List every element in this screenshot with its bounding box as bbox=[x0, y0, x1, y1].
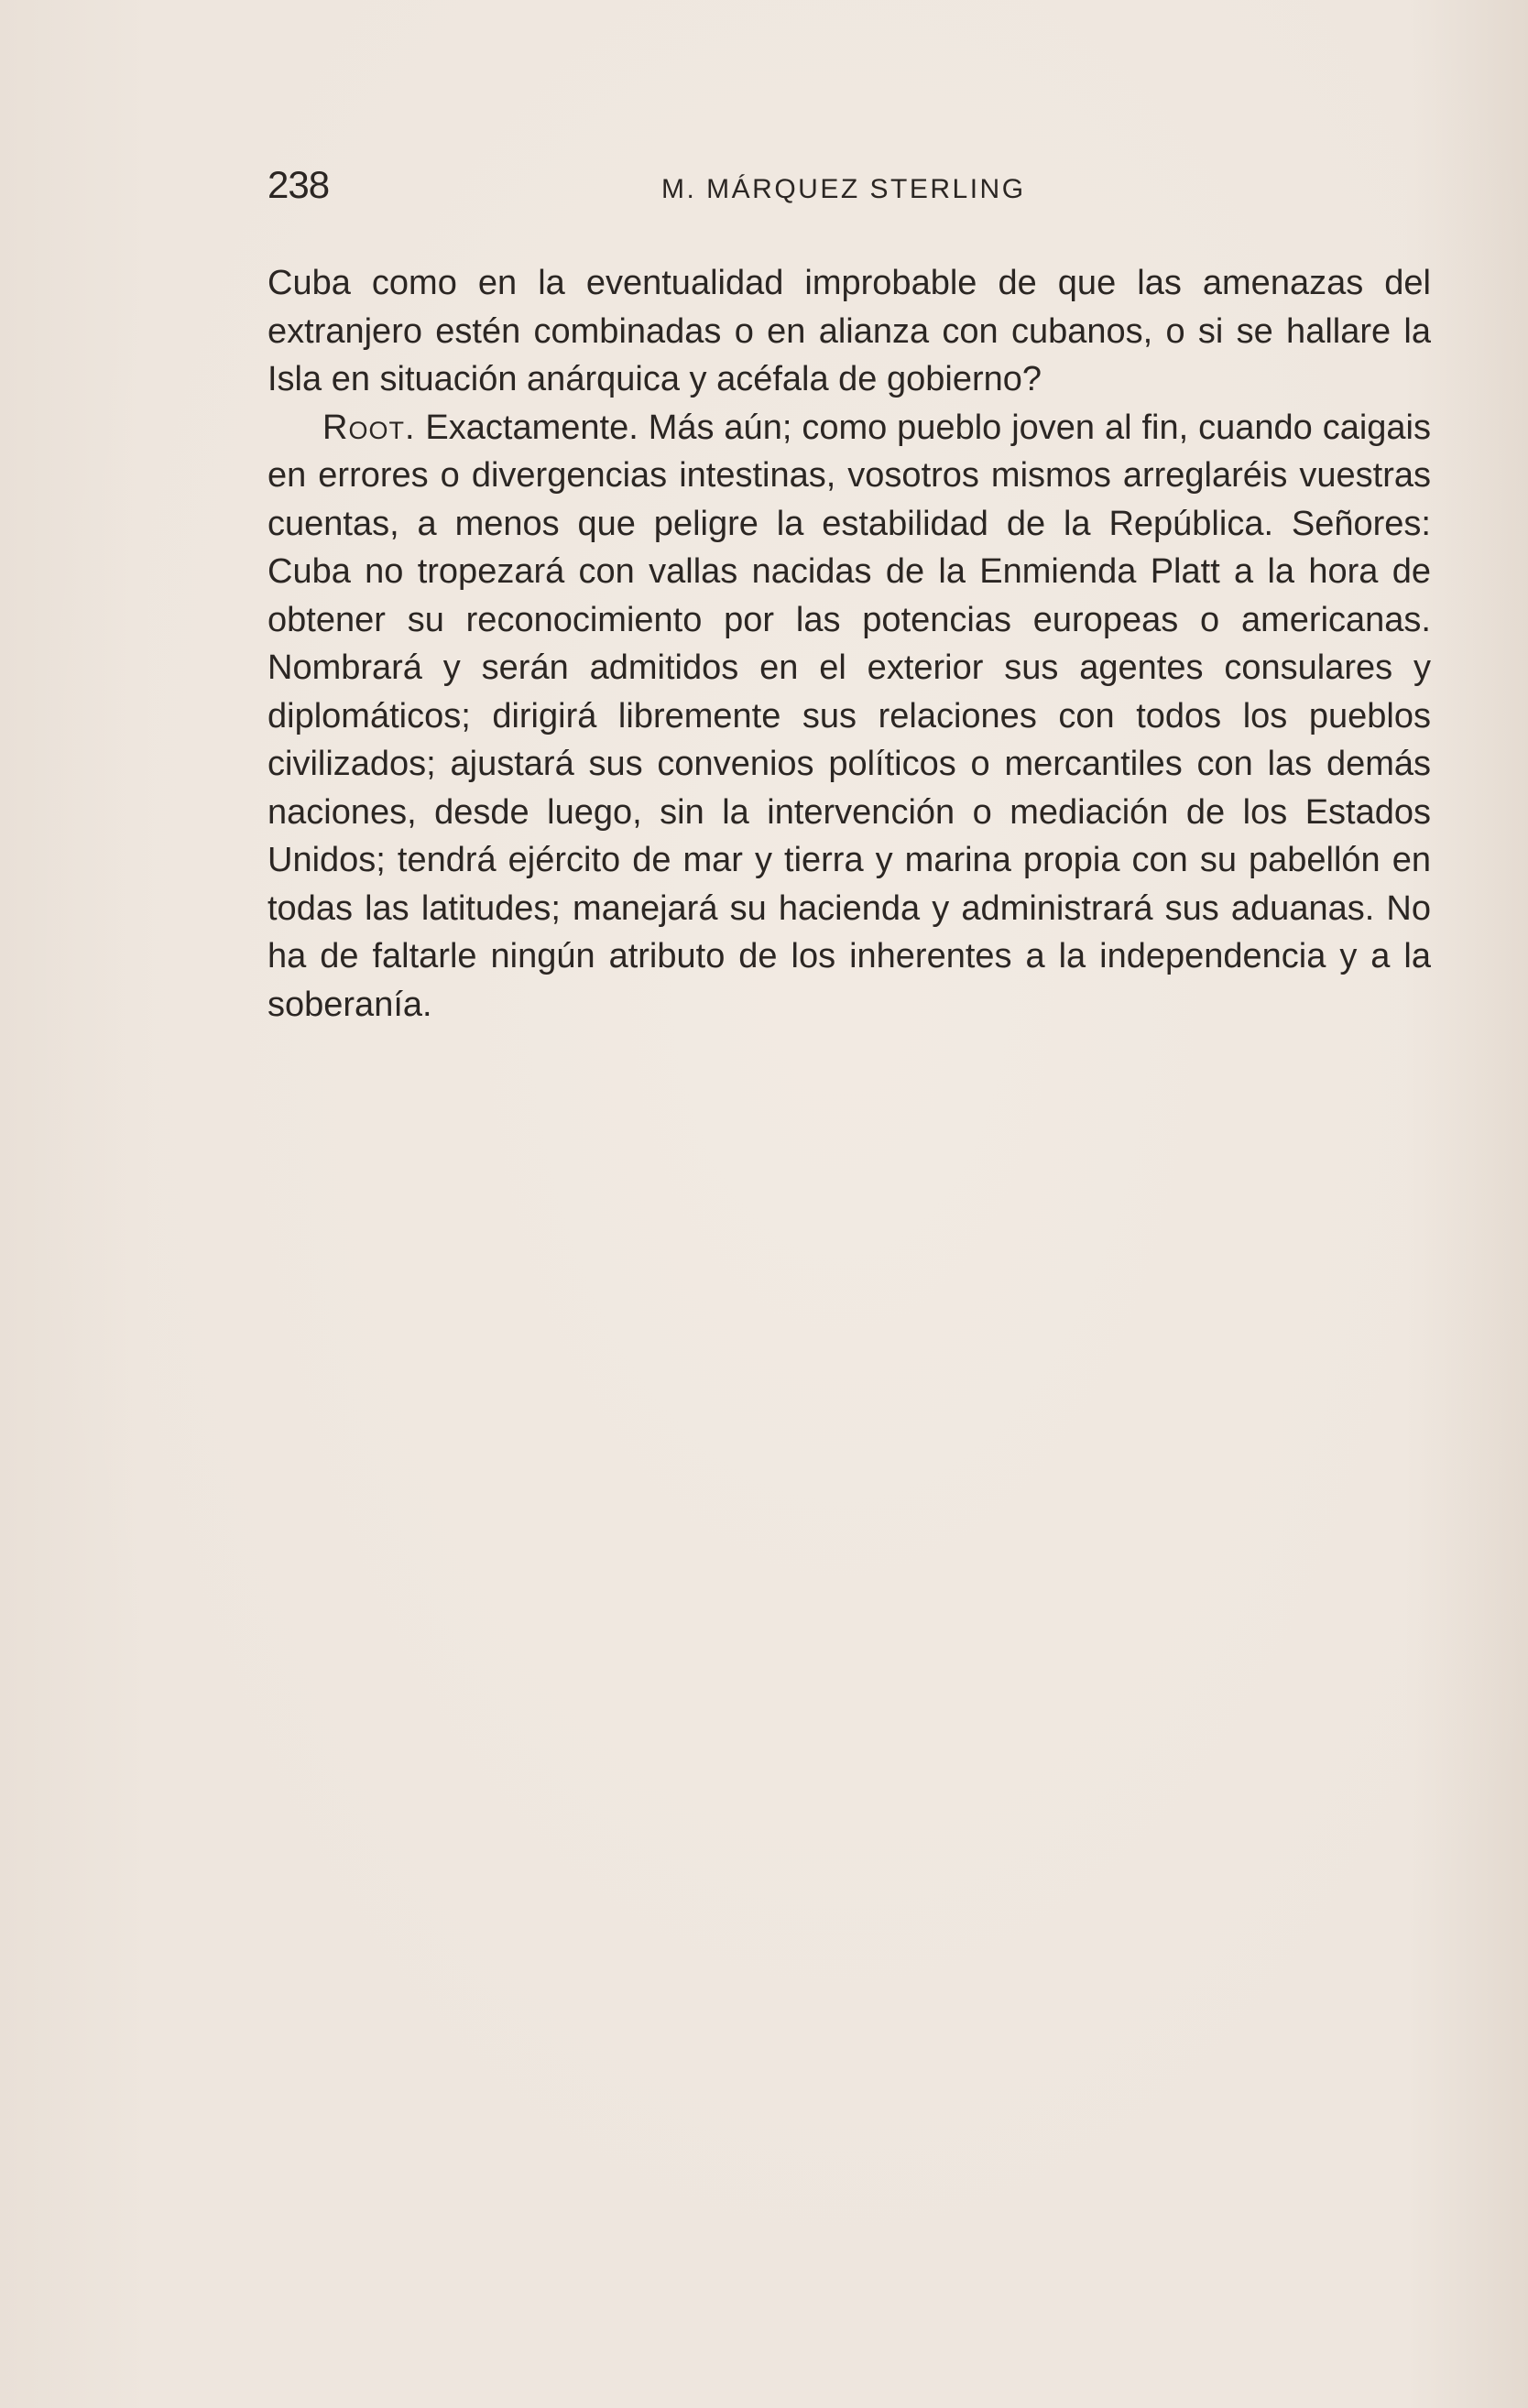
running-head: M. MÁRQUEZ STERLING bbox=[661, 174, 1026, 204]
paragraph-1: Cuba como en la eventualidad improbable de que las amenazas del extranjero estén combinadas o en alianza con cubanos, o si se hallare la Isla en situación anárquica y acéfala de gobierno? bbox=[267, 264, 1431, 398]
page-number: 238 bbox=[267, 163, 330, 206]
body-text bbox=[267, 259, 1431, 1029]
paragraph-2 bbox=[267, 404, 1431, 1030]
page-header bbox=[267, 156, 1458, 229]
paragraph-2-text: Exactamente. Más aún; como pueblo joven al fin, cuando caigais en errores o divergencias intestinas, vosotros mismos arreglaréis vuestras cuentas, a menos que peligre la estabilidad de la República. Señores: Cuba no tropezará con vallas nacidas de la Enmienda Platt a la hora de obtener su reconocimiento por las potencias europeas o americanas. Nombrará y serán admitidos en el exterior sus agentes consulares y diplomáticos; dirigirá libremente sus relaciones con todos los pueblos civilizados; ajustará sus convenios políticos o mercantiles con las demás naciones, desde luego, sin la intervención o mediación de los Estados Unidos; tendrá ejército de mar y tierra y marina propia con su pabellón en todas las latitudes; manejará su hacienda y administrará sus aduanas. No ha de faltarle ningún atributo de los inherentes a la independencia y a la soberanía. bbox=[267, 408, 1431, 1024]
speaker-name: Root. bbox=[322, 408, 416, 447]
